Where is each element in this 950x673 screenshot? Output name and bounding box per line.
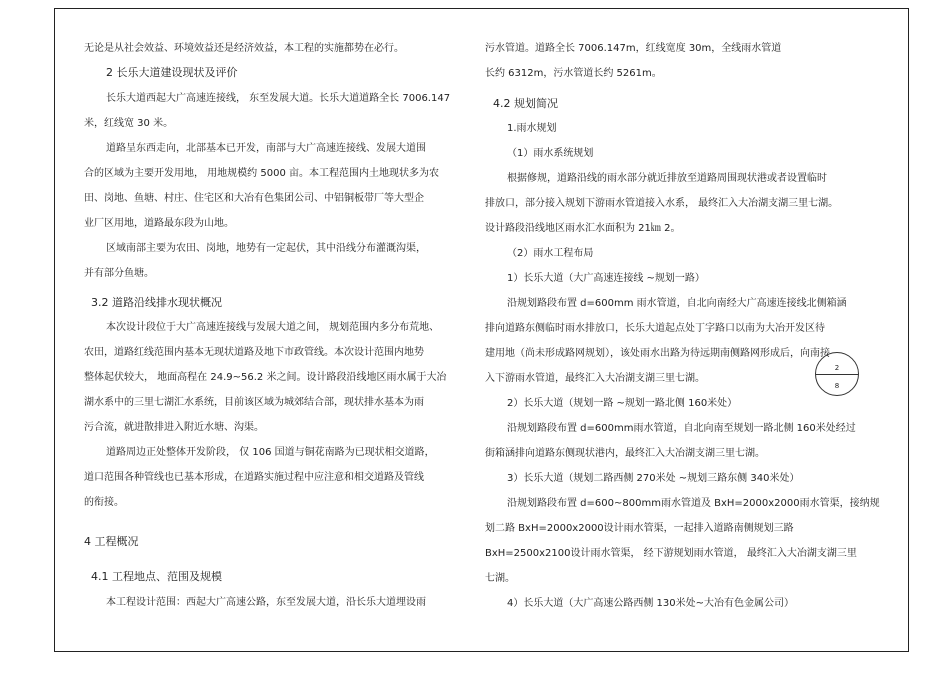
- text-line: 1.雨水规划: [507, 123, 557, 134]
- text-line: 道口范围各种管线也已基本形成，在道路实施过程中应注意和相交道路及管线: [84, 472, 424, 483]
- text-line: 根据修规，道路沿线的雨水部分就近排放至道路周围现状港或者设置临时: [507, 173, 827, 184]
- text-line: 长约 6312m，污水管道长约 5261m。: [485, 68, 662, 79]
- text-line: 的衔接。: [84, 497, 124, 508]
- text-line: 本次设计段位于大广高速连接线与发展大道之间， 规划范围内多分布荒地、: [106, 322, 440, 333]
- page-number-divider: [816, 374, 858, 375]
- section-heading: 2 长乐大道建设现状及评价: [106, 66, 238, 79]
- text-line: 业厂区用地，道路最东段为山地。: [84, 218, 234, 229]
- text-line: 田、岗地、鱼塘、村庄、住宅区和大冶有色集团公司、中铝铜板带厂等大型企: [84, 193, 424, 204]
- page-number-total: 8: [834, 382, 840, 390]
- text-line: 道路呈东西走向，北部基本已开发，南部与大广高速连接线、发展大道围: [106, 143, 426, 154]
- text-line: 湖水系中的三里七湖汇水系统，目前该区域为城郊结合部，现状排水基本为雨: [84, 397, 424, 408]
- text-line: 米，红线宽 30 米。: [84, 118, 174, 129]
- text-line: 沿规划路段布置 d=600mm 雨水管道，自北向南经大广高速连接线北侧箱涵: [507, 298, 847, 309]
- text-line: 道路周边正处整体开发阶段， 仅 106 国道与铜花南路为已现状相交道路，: [106, 447, 435, 458]
- text-line: BxH=2500x2100设计雨水管渠， 经下游规划雨水管道， 最终汇入大冶湖支湖三里: [485, 548, 857, 559]
- text-line: 农田，道路红线范围内基本无现状道路及地下市政管线。本次设计范围内地势: [84, 347, 424, 358]
- text-line: 长乐大道西起大广高速连接线， 东至发展大道。长乐大道道路全长 7006.147: [106, 93, 451, 104]
- text-line: 设计路段沿线地区雨水汇水面积为 21㎞ 2。: [485, 223, 681, 234]
- text-line: 七湖。: [485, 573, 515, 584]
- text-line: 本工程设计范围：西起大广高速公路，东至发展大道，沿长乐大道埋设雨: [106, 597, 426, 608]
- text-line: （2）雨水工程布局: [507, 248, 594, 259]
- page-number-mark: [815, 352, 859, 396]
- text-line: 4）长乐大道（大广高速公路西侧 130米处~大冶有色金属公司）: [507, 598, 795, 609]
- text-line: 1）长乐大道（大广高速连接线 ~规划一路）: [507, 273, 705, 284]
- text-line: 3）长乐大道（规划二路西侧 270米处 ~规划三路东侧 340米处）: [507, 473, 800, 484]
- section-heading: 3.2 道路沿线排水现状概况: [91, 296, 222, 309]
- text-line: 污水管道。道路全长 7006.147m，红线宽度 30m，全线雨水管道: [485, 43, 782, 54]
- chapter-heading: 4 工程概况: [84, 535, 139, 548]
- text-line: 整体起伏较大， 地面高程在 24.9~56.2 米之间。设计路段沿线地区雨水属于大冶: [84, 372, 447, 383]
- text-line: 并有部分鱼塘。: [84, 268, 154, 279]
- page-number-current: 2: [834, 364, 840, 372]
- text-line: 划二路 BxH=2000x2000设计雨水管渠，一起排入道路南侧规划三路: [485, 523, 794, 534]
- text-line: 沿规划路段布置 d=600mm雨水管道，自北向南至规划一路北侧 160米处经过: [507, 423, 856, 434]
- text-line: 街箱涵排向道路东侧现状港内，最终汇入大冶湖支湖三里七湖。: [485, 448, 765, 459]
- text-line: 污合流，就进散排进入附近水塘、沟渠。: [84, 422, 264, 433]
- text-line: 入下游雨水管道，最终汇入大冶湖支湖三里七湖。: [485, 373, 705, 384]
- text-line: （1）雨水系统规划: [507, 148, 594, 159]
- text-line: 无论是从社会效益、环境效益还是经济效益，本工程的实施都势在必行。: [84, 43, 404, 54]
- text-line: 区域南部主要为农田、岗地，地势有一定起伏，其中沿线分布灌溉沟渠，: [106, 243, 426, 254]
- section-heading: 4.1 工程地点、范围及规模: [91, 570, 222, 583]
- section-heading: 4.2 规划简况: [493, 97, 558, 110]
- text-line: 排向道路东侧临时雨水排放口，长乐大道起点处丁字路口以南为大冶开发区待: [485, 323, 825, 334]
- text-line: 建用地（尚未形成路网规划），该处雨水出路为待远期南侧路网形成后，向南接: [485, 348, 830, 359]
- text-line: 合的区域为主要开发用地， 用地规模约 5000 亩。本工程范围内土地现状多为农: [84, 168, 439, 179]
- text-line: 排放口，部分接入规划下游雨水管道接入水系， 最终汇入大冶湖支湖三里七湖。: [485, 198, 839, 209]
- text-line: 2）长乐大道（规划一路 ~规划一路北侧 160米处）: [507, 398, 738, 409]
- text-line: 沿规划路段布置 d=600~800mm雨水管道及 BxH=2000x2000雨水管渠，接纳规: [507, 498, 880, 509]
